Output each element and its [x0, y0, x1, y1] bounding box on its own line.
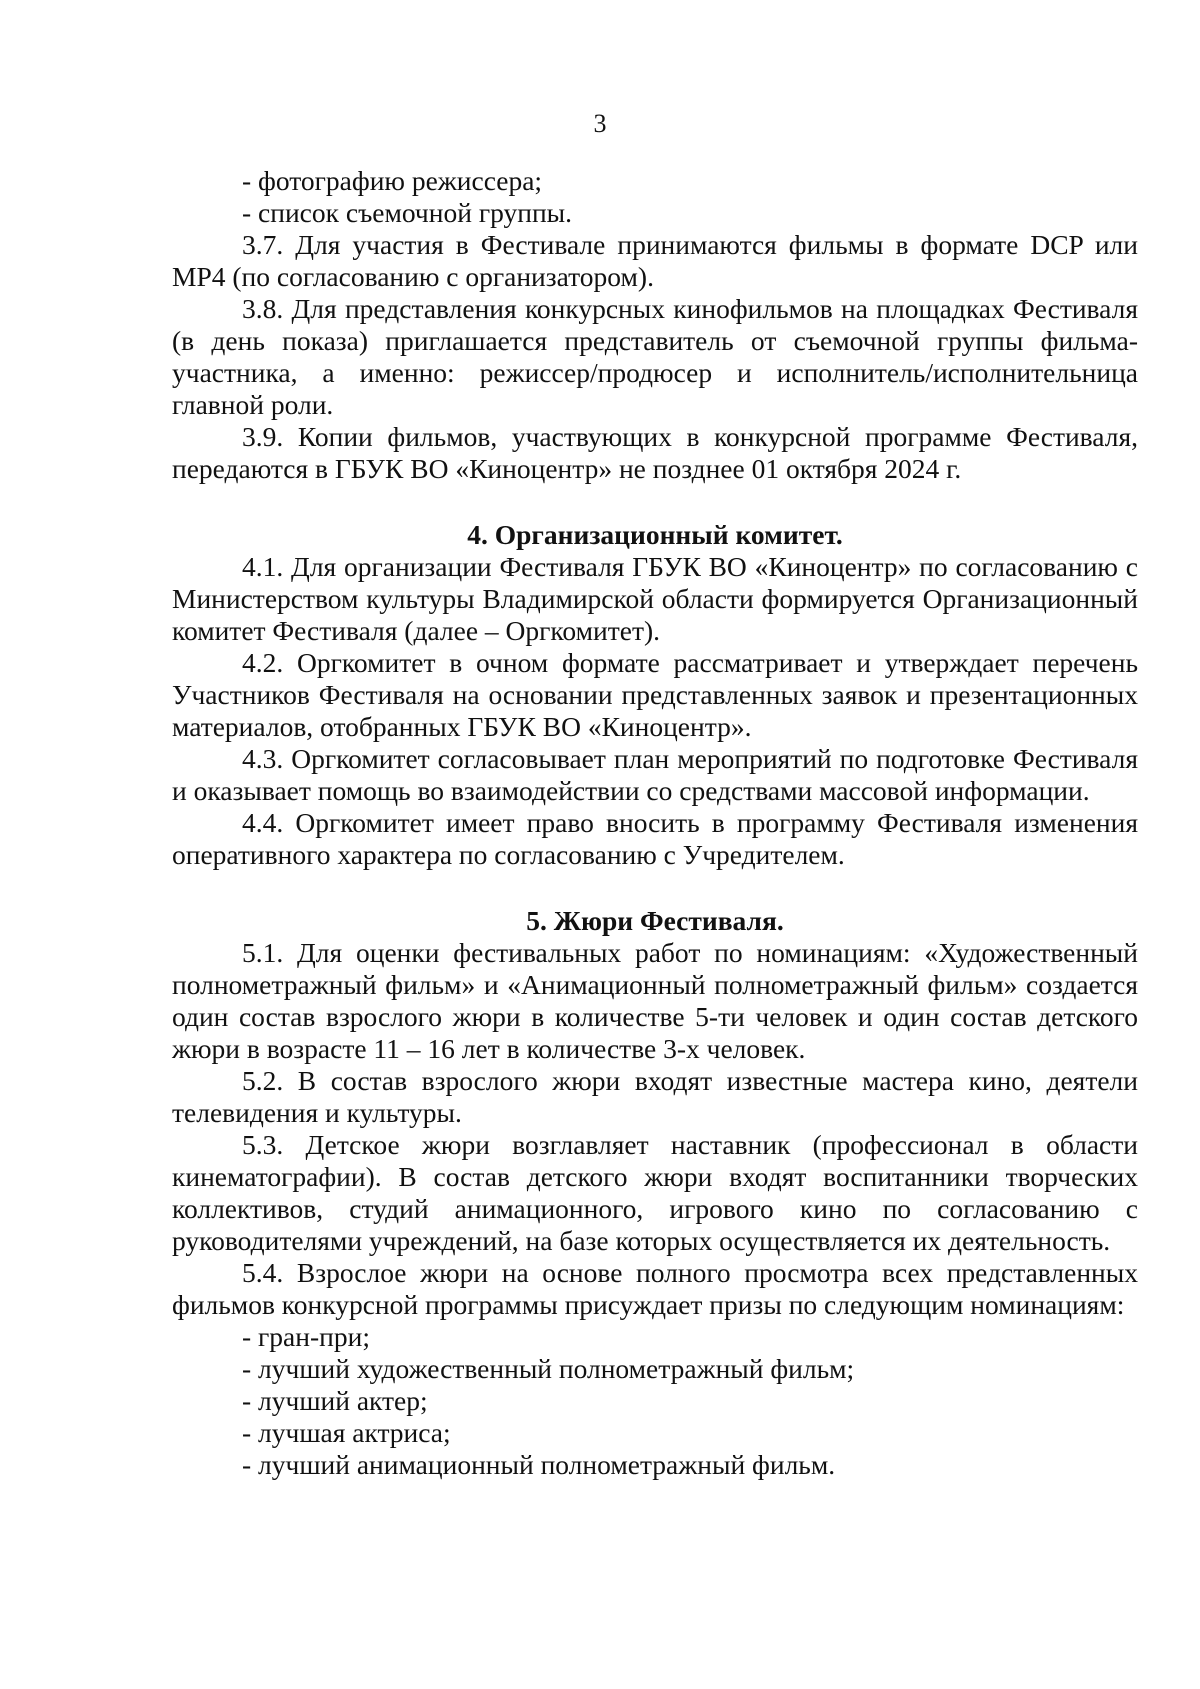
section-5-heading: 5. Жюри Фестиваля.: [526, 905, 784, 936]
section-4-heading: 4. Организационный комитет.: [467, 519, 843, 550]
paragraph-3-9: 3.9. Копии фильмов, участвующих в конкурсной программе Фестиваля, передаются в ГБУК ВО «Киноцентр» не позднее 01 октября 2024 г.: [172, 421, 1138, 484]
paragraph-5-4: 5.4. Взрослое жюри на основе полного просмотра всех представленных фильмов конкурсной программы присуждает призы по следующим номинациям:: [172, 1257, 1138, 1320]
nomination-list-item: - лучшая актриса;: [242, 1417, 451, 1448]
paragraph-4-1: 4.1. Для организации Фестиваля ГБУК ВО «Киноцентр» по согласованию с Министерством культуры Владимирской области формируется Организационный комитет Фестиваля (далее – Оргкомитет).: [172, 551, 1138, 646]
paragraph-4-4: 4.4. Оргкомитет имеет право вносить в программу Фестиваля изменения оперативного характера по согласованию с Учредителем.: [172, 807, 1138, 870]
paragraph-5-2: 5.2. В состав взрослого жюри входят известные мастера кино, деятели телевидения и культуры.: [172, 1065, 1138, 1128]
section-spacer: [172, 485, 1138, 519]
page-number: 3: [593, 109, 607, 138]
section-spacer: [172, 871, 1138, 905]
intro-list-item: - фотографию режиссера;: [242, 165, 543, 196]
nomination-list-item: - лучший актер;: [242, 1385, 428, 1416]
paragraph-3-7: 3.7. Для участия в Фестивале принимаются фильмы в формате DCP или MP4 (по согласованию с организатором).: [172, 229, 1138, 292]
nomination-list-item: - гран-при;: [242, 1321, 370, 1352]
document-body: [172, 165, 1138, 1481]
paragraph-5-1: 5.1. Для оценки фестивальных работ по номинациям: «Художественный полнометражный фильм» и «Анимационный полнометражный фильм» создается один состав взрослого жюри в количестве 5-ти человек и один состав детского жюри в возрасте 11 – 16 лет в количестве 3-х человек.: [172, 937, 1138, 1064]
paragraph-3-8: 3.8. Для представления конкурсных кинофильмов на площадках Фестиваля (в день показа) приглашается представитель от съемочной группы фильма-участника, а именно: режиссер/продюсер и исполнитель/исполнительница главной роли.: [172, 293, 1138, 420]
paragraph-4-3: 4.3. Оргкомитет согласовывает план мероприятий по подготовке Фестиваля и оказывает помощь во взаимодействии со средствами массовой информации.: [172, 743, 1138, 806]
intro-list-item: - список съемочной группы.: [242, 197, 573, 228]
paragraph-5-3: 5.3. Детское жюри возглавляет наставник (профессионал в области кинематографии). В состав детского жюри входят воспитанники творческих коллективов, студий анимационного, игрового кино по согласованию с руководителями учреждений, на базе которых осуществляется их деятельность.: [172, 1129, 1138, 1256]
paragraph-4-2: 4.2. Оргкомитет в очном формате рассматривает и утверждает перечень Участников Фестиваля на основании представленных заявок и презентационных материалов, отобранных ГБУК ВО «Киноцентр».: [172, 647, 1138, 742]
nomination-list-item: - лучший художественный полнометражный фильм;: [242, 1353, 855, 1384]
nomination-list-item: - лучший анимационный полнометражный фильм.: [242, 1449, 836, 1480]
